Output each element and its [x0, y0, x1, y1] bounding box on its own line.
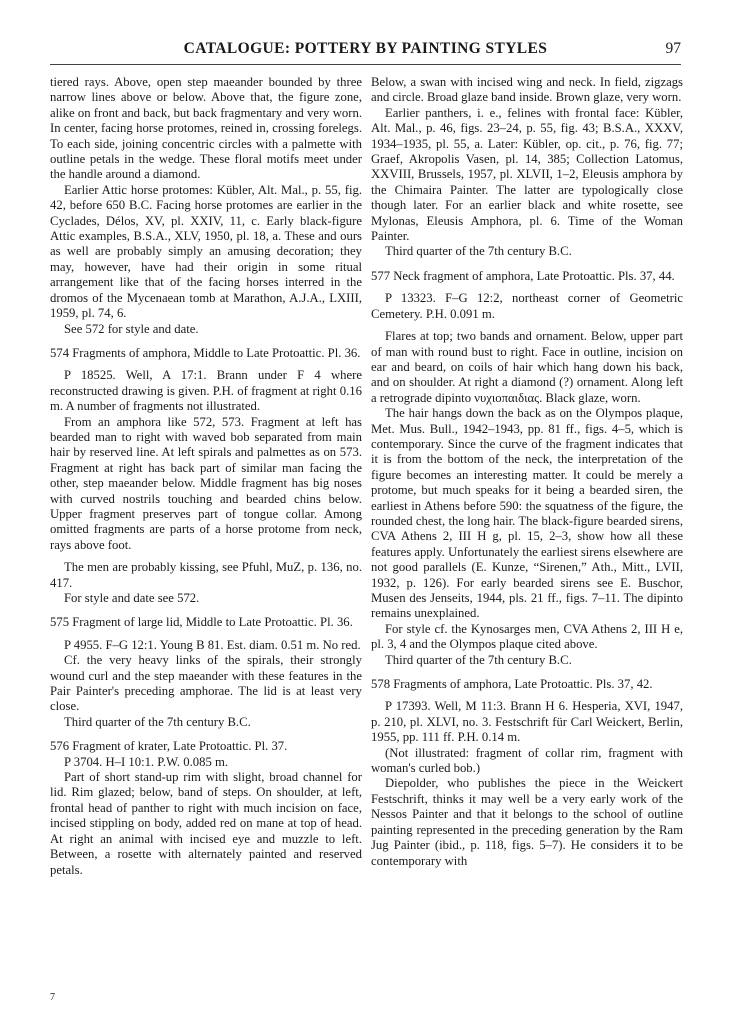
paragraph: (Not illustrated: fragment of collar rim, fragment with woman's curled bob.) [371, 745, 683, 776]
date-line: Third quarter of the 7th century B.C. [385, 244, 572, 259]
entry-heading-575: 575 Fragment of large lid, Middle to Late Protoattic. Pl. 36. [50, 615, 353, 630]
paragraph: The men are probably kissing, see Pfuhl, MuZ, p. 136, no. 417. [50, 560, 362, 590]
paragraph: tiered rays. Above, open step maeander bounded by three narrow lines above or below. Above that, the figure zone, alike on front and back, but back fragmentary and very worn. In center, facing horse protomes, reined in, crossing forelegs. To each side, joining concentric circles with a palmette with outline petals in the wedge. These floral motifs meet under the handle around a diamond. [50, 75, 362, 182]
paragraph: From an amphora like 572, 573. Fragment at left has bearded man to right with waved bob separated from main hair by reserved line. At left spirals and palmettes as on 573. Fragment at right has back part of similar man facing the other, step maeander below. Middle fragment has big noses with curved nostrils touching and bearded chins below. Upper fragment preserves part of tongue collar. Among omitted fragments are parts of a horse protome from neck, rays above foot. [50, 414, 362, 552]
date-line: Third quarter of the 7th century B.C. [64, 714, 251, 729]
paragraph: For style cf. the Kynosarges men, CVA Athens 2, III H e, pl. 3, 4 and the Olympos plaque cited above. [371, 621, 683, 652]
paragraph: Cf. the very heavy links of the spirals, their strongly wound curl and the step maeander with these features in the Pair Painter's preceding amphorae. The lid is at least very close. [50, 653, 362, 714]
inventory-line: P 17393. Well, M 11:3. Brann H 6. Hesperia, XVI, 1947, p. 210, pl. XLVI, no. 3. Festschrift für Carl Weickert, Berlin, 1955, pp. 111 ff. P.H. 0.14 m. [371, 699, 683, 745]
page-number: 97 [665, 40, 681, 57]
entry-heading-574: 574 Fragments of amphora, Middle to Late Protoattic. Pl. 36. [50, 345, 361, 360]
paragraph: The hair hangs down the back as on the Olympos plaque, Met. Mus. Bull., 1942–1943, pp. 81 ff., figs. 4–5, which is contemporary. Since the curve of the fragment indicates that it is from the bottom of the neck, the interpretation of the figure becomes an interesting matter. It could be merely a protome, but much speaks for it being a bearded siren, the earliest in Athens before 590: the squatness of the figure, the rounded chest, the long hair. The black-figure bearded sirens, CVA Athens 2, III H g, pl. 15, 2–3, show how all these features apply. Unfortunately the earliest sirens elsewhere are not good parallels (E. Kunze, “Sirenen,” Ath., Mitt., LVII, 1932, p. 126). For early bearded sirens see E. Buschor, Musen des Jenseits, 1944, pls. 21 ff., figs. 7–11. The dipinto remains unexplained. [371, 406, 683, 621]
paragraph: See 572 for style and date. [64, 321, 199, 336]
signature-mark: 7 [50, 992, 55, 1003]
running-head: CATALOGUE: POTTERY BY PAINTING STYLES [183, 40, 548, 57]
paragraph: Earlier Attic horse protomes: Kübler, Alt. Mal., p. 55, fig. 42, before 650 B.C. Facing horse protomes are earlier in the Cyclades, Délos, XV, pl. XXIV, 11, c. Early black-figure Attic examples, B.S.A., XLV, 1950, pl. 18, a. These and ours as well are probably simply an amusing decoration; they may, however, have had their origin in some ritual arrangement like that of the facing horses interred in the dromos of the Mycenaean tomb at Marathon, A.J.A., LXIII, 1959, pl. 74, 6. [50, 182, 362, 321]
entry-heading-578: 578 Fragments of amphora, Late Protoattic. Pls. 37, 42. [371, 677, 653, 692]
paragraph: Part of short stand-up rim with slight, broad channel for lid. Rim glazed; below, band of steps. On shoulder, at left, frontal head of panther to right with much incision on face, incised stippling on body, added red on mane at top of head. At right an animal with incised eye and muzzle to left. Between, a rosette with alternately painted and reserved petals. [50, 770, 362, 877]
entry-heading-576: 576 Fragment of krater, Late Protoattic. Pl. 37. [50, 739, 288, 754]
paragraph: Below, a swan with incised wing and neck. In field, zigzags and circle. Broad glaze band inside. Brown glaze, very worn. [371, 75, 683, 105]
paragraph: Flares at top; two bands and ornament. Below, upper part of man with round bust to right. Face in outline, incision on ear and beard, on coils of hair which hang down his back, and on shoulder. At right a diamond (?) ornament. Along left a retrograde dipinto νυχιοπαιδιας. Black glaze, worn. [371, 329, 683, 405]
paragraph: Earlier panthers, i. e., felines with frontal face: Kübler, Alt. Mal., p. 46, figs. 23–24, p. 55, fig. 43; B.S.A., XXXV, 1934–1935, pl. 55, a. Later: Kübler, op. cit., p. 76, fig. 77; Graef, Akropolis Vasen, pl. 14, 385; Collection Latomus, XXVIII, Brussels, 1957, pl. XLVII, 1–2, Eleusis amphora by the Chimaira Painter. The latter are typologically close though later. For an earlier black and white rosette, see Mylonas, Eleusis Amphora, pl. 6. Time of the Woman Painter. [371, 105, 683, 244]
left-column [50, 75, 362, 878]
entry-heading-577: 577 Neck fragment of amphora, Late Protoattic. Pls. 37, 44. [371, 268, 675, 283]
page-header [50, 40, 681, 65]
inventory-line: P 13323. F–G 12:2, northeast corner of Geometric Cemetery. P.H. 0.091 m. [371, 291, 683, 321]
paragraph: For style and date see 572. [64, 591, 200, 605]
inventory-line: P 4955. F–G 12:1. Young B 81. Est. diam. 0.51 m. No red. [64, 637, 361, 652]
right-column [371, 75, 683, 869]
date-line: Third quarter of the 7th century B.C. [385, 652, 572, 667]
inventory-line: P 18525. Well, A 17:1. Brann under F 4 where reconstructed drawing is given. P.H. of fragment at right 0.16 m. A number of fragments not illustrated. [50, 368, 362, 414]
paragraph: Diepolder, who publishes the piece in the Weickert Festschrift, thinks it may well be a very early work of the Nessos Painter and that it belongs to the school of outline painting represented in the preceding generation by the Ram Jug Painter (ibid., p. 118, figs. 5–7). He considers it to be contemporary with [371, 776, 683, 868]
inventory-line: P 3704. H–I 10:1. P.W. 0.085 m. [64, 754, 229, 769]
